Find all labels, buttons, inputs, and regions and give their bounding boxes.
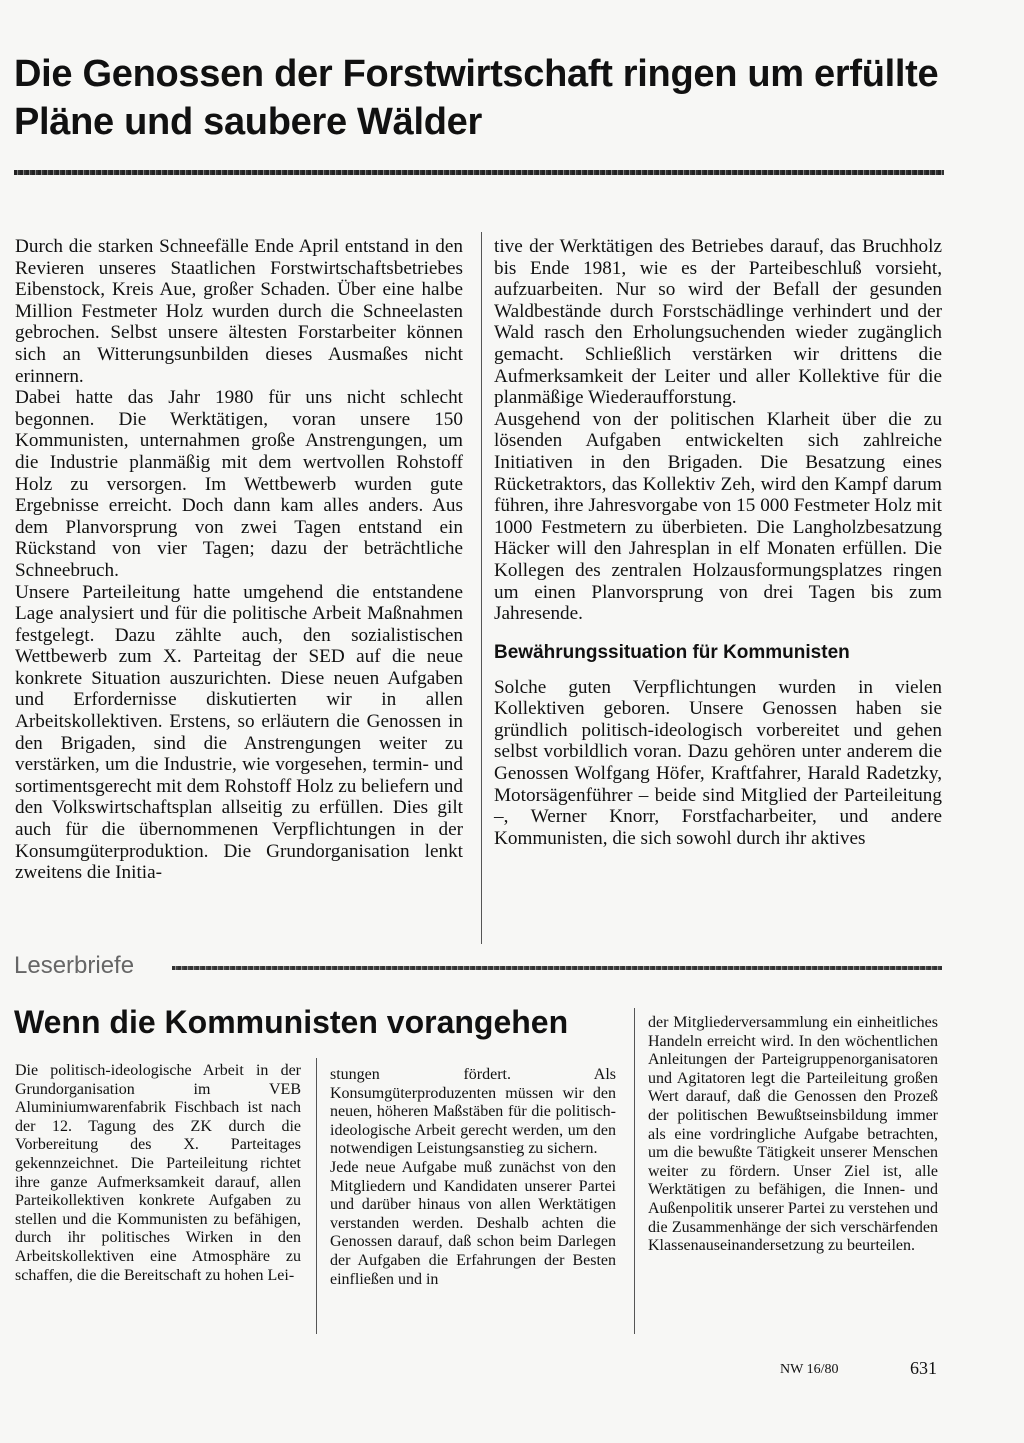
letter-column-3 xyxy=(648,1014,938,1256)
section-rule xyxy=(172,966,942,970)
article-column-2 xyxy=(494,236,942,849)
letter-column-2 xyxy=(330,1066,616,1289)
issue-number: NW 16/80 xyxy=(780,1362,839,1377)
paragraph: Solche guten Verpflichtungen wurden in vielen Kollektiven geboren. Unsere Genossen haben sie gründlich politisch-ideologisch vorbereitet und gehen selbst vorbildlich voran. Dazu gehören unter anderem die Genossen Wolfgang Höfer, Kraftfahrer, Harald Radetzky, Motorsägenführer – beide sind Mitglied der Parteileitung –, Werner Knorr, Forstfacharbeiter, und andere Kommunisten, die sich sowohl durch ihr aktives xyxy=(494,676,942,849)
column-divider xyxy=(481,232,482,944)
paragraph: Die politisch-ideologische Arbeit in der Grundorganisation im VEB Aluminiumwarenfabrik Fischbach ist nach der 12. Tagung des ZK durch die Vorbereitung des X. Parteitages gekennzeichnet. Die Parteileitung richtet ihre ganze Aufmerksamkeit darauf, allen Parteikollektiven konkrete Aufgaben zu stellen und die Kommunisten zu befähigen, durch ihr politisches Wirken in den Arbeitskollektiven eine Atmosphäre zu schaffen, die die Bereitschaft zu hohen Lei- xyxy=(15,1062,301,1284)
section-label: Leserbriefe xyxy=(14,952,135,979)
column-divider xyxy=(316,1058,317,1334)
paragraph: Unsere Parteileitung hatte umgehend die entstandene Lage analysiert und für die politische Arbeit Maßnahmen festgelegt. Dazu zählte auch, den sozialistischen Wettbewerb zum X. Parteitag der SED auf die neue konkrete Situation auszurichten. Diese neuen Aufgaben und Erfordernisse diskutierten wir in allen Arbeitskollektiven. Erstens, so erläutern die Genossen in den Brigaden, sind die Anstrengungen weiter zu verstärken, um die Industrie, wie vorgesehen, termin- und sortimentsgerecht mit dem Rohstoff Holz zu beliefern und den Volkswirtschaftsplan allseitig zu erfüllen. Dies gilt auch für die übernommenen Verpflichtungen in der Konsumgüterproduktion. Die Grundorganisation lenkt zweitens die Initia- xyxy=(15,581,463,884)
article-headline: Die Genossen der Forstwirtschaft ringen um erfüllte Pläne und saubere Wälder xyxy=(14,53,939,143)
paragraph: Jede neue Aufgabe muß zunächst von den Mitgliedern und Kandidaten unserer Partei und darüber hinaus von allen Werktätigen verstanden werden. Deshalb achten die Genossen darauf, daß schon beim Darlegen der Aufgaben die Erfahrungen der Besten einfließen und in xyxy=(330,1158,616,1288)
paragraph: Ausgehend von der politischen Klarheit über die zu lösenden Aufgaben entwickelten sich zahlreiche Initiativen in den Brigaden. Die Besatzung eines Rücketraktors, das Kollektiv Zeh, wird den Kampf darum führen, ihre Jahresvorgabe von 15 000 Festmeter Holz mit 1000 Festmetern zu überbieten. Die Langholzbesatzung Häcker will den Jahresplan in elf Monaten erfüllen. Die Kollegen des zentralen Holzausformungsplatzes ringen um einen Planvorsprung von drei Tagen bis zum Jahresende. xyxy=(494,408,942,625)
paragraph: Durch die starken Schneefälle Ende April entstand in den Revieren unseres Staatlichen Forstwirtschaftsbetriebes Eibenstock, Kreis Aue, großer Schaden. Über eine halbe Million Festmeter Holz wurden durch die Schneelasten gebrochen. Selbst unsere ältesten Forstarbeiter können sich an Witterungsunbilden dieses Ausmaßes nicht erinnern. xyxy=(15,236,463,387)
page-number: 631 xyxy=(910,1358,937,1378)
headline-rule xyxy=(14,170,944,175)
paragraph: tive der Werktätigen des Betriebes darauf, das Bruchholz bis Ende 1981, wie es der Parteibeschluß vorsieht, aufzuarbeiten. Nur so wird der Befall der gesunden Waldbestände durch Forstschädlinge verhindert und der Wald rasch den Erholungsuchenden wieder zugänglich gemacht. Schließlich verstärken wir drittens die Aufmerksamkeit der Leiter und aller Kollektive für die planmäßige Wiederaufforstung. xyxy=(494,236,942,409)
paragraph: der Mitgliederversammlung ein einheitliches Handeln erreicht wird. In den wöchentlichen Anleitungen der Parteigruppenorganisatoren und Agitatoren legt die Parteileitung großen Wert darauf, daß die Genossen den Prozeß der politischen Bewußtseinsbildung immer als eine vordringliche Aufgabe betrachten, um die bewußte Tätigkeit unserer Menschen weiter zu fördern. Unser Ziel ist, alle Werktätigen zu befähigen, die Innen- und Außenpolitik unserer Partei zu verstehen und die Zusammenhänge der sich verschärfenden Klassenauseinandersetzung zu beurteilen. xyxy=(648,1014,938,1255)
column-divider xyxy=(634,1008,635,1334)
article-column-1 xyxy=(15,236,463,884)
subheading: Bewährungssituation für Kommunisten xyxy=(494,641,850,663)
letter-headline: Wenn die Kommunisten vorangehen xyxy=(14,1004,569,1040)
letter-column-1 xyxy=(15,1062,301,1285)
paragraph: stungen fördert. Als Konsumgüterproduzenten müssen wir den neuen, höheren Maßstäben für die politisch-ideologische Arbeit gerecht werden, um den notwendigen Leistungsanstieg zu sichern. xyxy=(330,1066,616,1158)
paragraph: Dabei hatte das Jahr 1980 für uns nicht schlecht begonnen. Die Werktätigen, voran unsere 150 Kommunisten, unternahmen große Anstrengungen, um die Industrie planmäßig mit dem wertvollen Rohstoff Holz zu versorgen. Im Wettbewerb wurden gute Ergebnisse erreicht. Doch dann kam alles anders. Aus dem Planvorsprung von zwei Tagen entstand ein Rückstand von vier Tagen; dazu der beträchtliche Schneebruch. xyxy=(15,387,463,581)
